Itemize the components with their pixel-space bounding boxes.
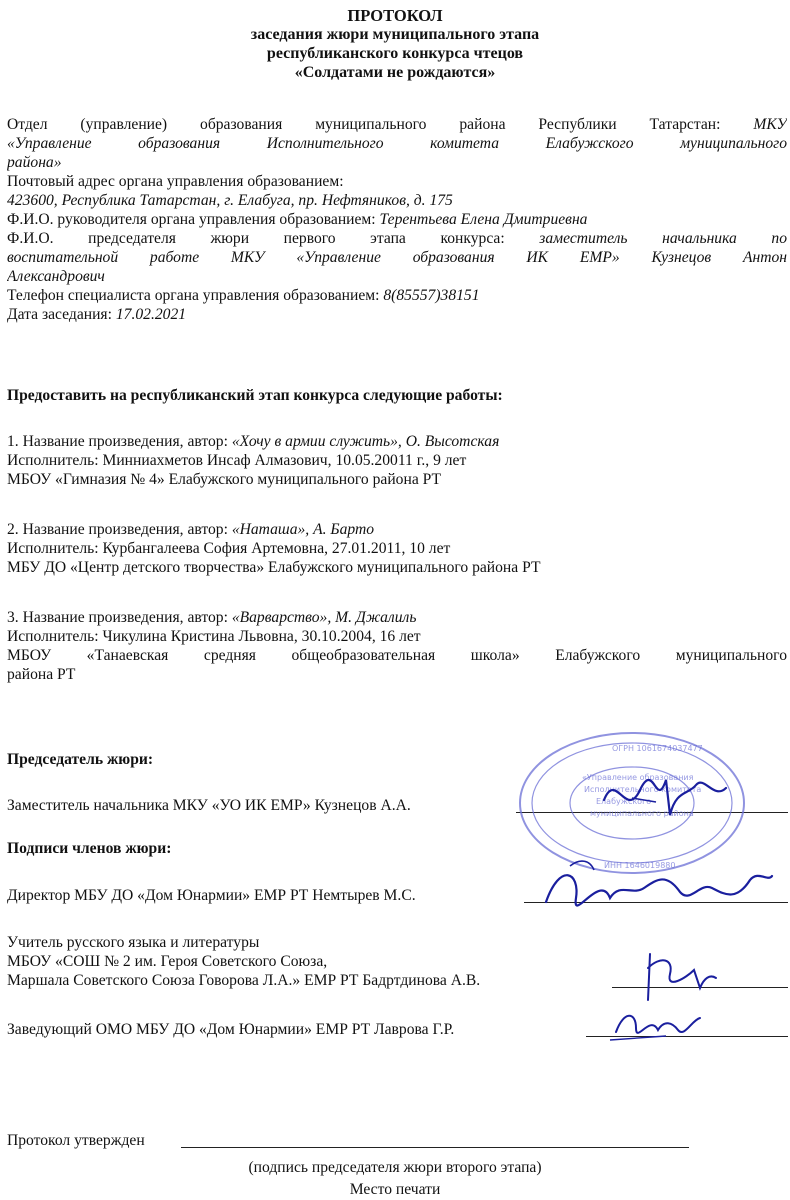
dept-line <box>7 115 787 134</box>
work-1-performer: Исполнитель: Минниахметов Инсаф Алмазович, 10.05.20011 г., 9 лет <box>7 452 467 469</box>
dept-line-3 <box>7 153 787 172</box>
dept-label: Отдел (управление) образования муниципального района Республики Татарстан: <box>7 116 721 133</box>
phone-line <box>7 286 787 305</box>
dept-value-a: МКУ <box>753 116 787 133</box>
member-1-signature <box>540 852 780 922</box>
chair-value-a: заместитель начальника по <box>539 230 787 247</box>
jury-chair-line: Заместитель начальника МКУ «УО ИК ЕМР» Кузнецов А.А. <box>7 797 411 814</box>
svg-text:Елабужского: Елабужского <box>596 797 652 806</box>
svg-text:муниципального района: муниципального района <box>590 809 694 818</box>
chair-signature <box>596 760 736 830</box>
work-1 <box>7 432 787 489</box>
approval-signature-line <box>181 1147 689 1148</box>
member-2-signature <box>630 948 720 1008</box>
chair-label: Ф.И.О. председателя жюри первого этапа конкурса: <box>7 230 505 247</box>
title-line-2: заседания жюри муниципального этапа <box>250 26 540 43</box>
date-value: 17.02.2021 <box>115 306 187 323</box>
work-1-title-value: «Хочу в армии служить», О. Высотская <box>231 433 500 450</box>
phone-label: Телефон специалиста органа управления образованием: <box>7 287 380 304</box>
work-1-title <box>7 432 787 451</box>
chair-line-2 <box>7 248 787 267</box>
title-line-4: «Солдатами не рождаются» <box>294 64 496 81</box>
work-2-title-label: 2. Название произведения, автор: <box>7 521 228 538</box>
work-3-performer: Исполнитель: Чикулина Кристина Львовна, 30.10.2004, 16 лет <box>7 628 421 645</box>
work-1-school: МБОУ «Гимназия № 4» Елабужского муниципального района РТ <box>7 471 442 488</box>
work-3-title <box>7 608 787 627</box>
head-value: Терентьева Елена Дмитриевна <box>379 211 588 228</box>
svg-text:ИНН 1646019880: ИНН 1646019880 <box>604 861 676 870</box>
member-3-signature <box>606 1000 706 1048</box>
work-3-title-label: 3. Название произведения, автор: <box>7 609 228 626</box>
svg-text:«Управление образования: «Управление образования <box>582 773 694 782</box>
work-3 <box>7 608 787 684</box>
head-line <box>7 210 787 229</box>
member-2-line-c: Маршала Советского Союза Говорова Л.А.» ЕМР РТ Бадртдинова А.В. <box>7 972 481 989</box>
work-2 <box>7 520 787 577</box>
postal-label: Почтовый адрес органа управления образованием: <box>7 173 344 190</box>
svg-text:Исполнительного комитета: Исполнительного комитета <box>584 785 702 794</box>
work-2-title-value: «Наташа», А. Барто <box>231 521 375 538</box>
document-title <box>0 6 790 82</box>
chair-value-c: Кузнецов Антон <box>651 249 787 266</box>
postal-value <box>7 191 787 210</box>
approval-label: Протокол утвержден <box>7 1132 145 1149</box>
info-block <box>7 115 787 324</box>
jury-member-3: Заведующий ОМО МБУ ДО «Дом Юнармии» ЕМР РТ Лаврова Г.Р. <box>7 1021 455 1038</box>
jury-member-1: Директор МБУ ДО «Дом Юнармии» ЕМР РТ Немтырев М.С. <box>7 887 416 904</box>
dept-value-c: района» <box>7 154 62 171</box>
work-3-school: МБОУ «Танаевская средняя общеобразовательная школа» Елабужского муниципального <box>7 647 787 664</box>
work-1-title-label: 1. Название произведения, автор: <box>7 433 228 450</box>
jury-members-heading: Подписи членов жюри: <box>7 840 172 857</box>
jury-chair-heading: Председатель жюри: <box>7 751 154 768</box>
approval-caption: (подпись председателя жюри второго этапа) <box>248 1159 542 1176</box>
stamp-place: Место печати <box>349 1181 441 1198</box>
dept-line-2 <box>7 134 787 153</box>
chair-value-b: воспитательной работе МКУ «Управление образования ИК ЕМР» <box>7 249 620 266</box>
chair-line <box>7 229 787 248</box>
chair-line-3 <box>7 267 787 286</box>
dept-value-b: «Управление образования Исполнительного комитета Елабужского муниципального <box>7 135 787 152</box>
phone-value: 8(85557)38151 <box>383 287 480 304</box>
member-2-line-b: МБОУ «СОШ № 2 им. Героя Советского Союза, <box>7 953 328 970</box>
work-2-title <box>7 520 787 539</box>
submit-heading: Предоставить на республиканский этап конкурса следующие работы: <box>7 387 503 404</box>
work-2-school: МБУ ДО «Центр детского творчества» Елабужского муниципального района РТ <box>7 559 541 576</box>
title-line-3: республиканского конкурса чтецов <box>266 45 524 62</box>
date-line <box>7 305 787 324</box>
work-3-title-value: «Варварство», М. Джалиль <box>231 609 417 626</box>
date-label: Дата заседания: <box>7 306 112 323</box>
title-line-1: ПРОТОКОЛ <box>347 6 443 25</box>
member-2-line-a: Учитель русского языка и литературы <box>7 934 260 951</box>
head-label: Ф.И.О. руководителя органа управления образованием: <box>7 211 376 228</box>
postal-value-text: 423600, Республика Татарстан, г. Елабуга, пр. Нефтяников, д. 175 <box>7 192 453 209</box>
svg-text:ОГРН 1061674037477: ОГРН 1061674037477 <box>612 744 703 753</box>
work-2-performer: Исполнитель: Курбангалеева София Артемовна, 27.01.2011, 10 лет <box>7 540 451 557</box>
work-3-school-2: района РТ <box>7 666 76 683</box>
chair-value-d: Александрович <box>7 268 105 285</box>
